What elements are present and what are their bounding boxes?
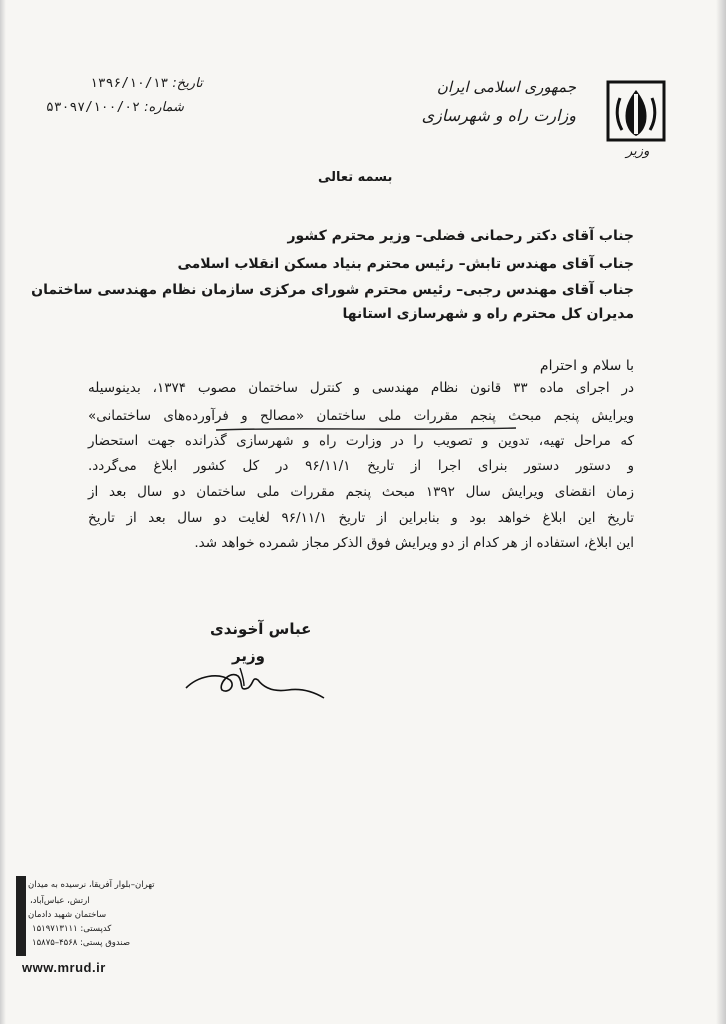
- bismillah-heading: بسمه تعالی: [318, 170, 393, 185]
- addressee-line: جناب آقای مهندس تابش– رئیس محترم بنیاد مسکن انقلاب اسلامی: [177, 256, 634, 272]
- footer-address-line: تهران–بلوار آفریقا، نرسیده به میدان: [28, 880, 155, 890]
- signatory-title: وزیر: [232, 647, 265, 665]
- footer-address-line: ارتش، عباس‌آباد،: [30, 896, 90, 906]
- body-line: که مراحل تهیه، تدوین و تصویب را در وزارت راه و شهرسازی گذرانده جهت استحضار: [88, 433, 634, 449]
- date-label: تاریخ:: [172, 76, 203, 91]
- body-line: تاریخ این ابلاغ خواهد بود و بنابراین از تاریخ ۹۶/۱۱/۱ لغایت دو سال بعد از تاریخ: [88, 510, 634, 526]
- body-line: این ابلاغ، استفاده از هر کدام از دو ویرایش فوق الذکر مجاز شمرده خواهد شد.: [194, 535, 634, 551]
- greeting: با سلام و احترام: [539, 358, 634, 374]
- signatory-name: عباس آخوندی: [210, 620, 312, 638]
- footer-postal-code: کدپستی: ۱۵۱۹۷۱۳۱۱۱: [32, 924, 112, 934]
- minister-tag: وزیر: [626, 144, 650, 159]
- scan-edge-right: [716, 0, 726, 1024]
- handwritten-signature: [178, 658, 328, 708]
- addressee-line: جناب آقای مهندس رجبی– رئیس محترم شورای مرکزی سازمان نظام مهندسی ساختمان: [31, 282, 634, 298]
- number-row: [46, 100, 184, 115]
- handwritten-underline: [216, 426, 516, 432]
- date-value: ۱۳۹۶/۱۰/۱۳: [90, 76, 169, 91]
- iran-emblem-icon: [606, 80, 666, 142]
- addressee-line: جناب آقای دکتر رحمانی فضلی– وزیر محترم کشور: [287, 228, 634, 244]
- addressee-line: مدیران کل محترم راه و شهرسازی استانها: [342, 306, 634, 322]
- number-label: شماره:: [144, 100, 184, 115]
- footer-website-link[interactable]: www.mrud.ir: [22, 960, 106, 975]
- footer-po-box: صندوق پستی: ۴۵۶۸–۱۵۸۷۵: [32, 938, 131, 948]
- body-line: در اجرای ماده ۳۳ قانون نظام مهندسی و کنترل ساختمان مصوب ۱۳۷۴، بدینوسیله: [88, 380, 634, 396]
- ministry-country-line: جمهوری اسلامی ایران: [436, 78, 576, 96]
- number-value: ۵۳۰۹۷/۱۰۰/۰۲: [46, 100, 140, 115]
- footer-address-line: ساختمان شهید دادمان: [28, 910, 107, 920]
- scan-edge-left: [0, 0, 6, 1024]
- date-row: [90, 76, 203, 91]
- body-line: ویرایش پنجم مبحث پنجم مقررات ملی ساختمان «مصالح و فرآورده‌های ساختمانی»: [88, 408, 634, 424]
- ministry-name-line: وزارت راه و شهرسازی: [421, 106, 576, 125]
- body-line: زمان انقضای ویرایش سال ۱۳۹۲ مبحث پنجم مقررات ملی ساختمان دو سال بعد از: [88, 484, 634, 500]
- body-line: و دستور دستور بنرای اجرا از تاریخ ۹۶/۱۱/۱ در کل کشور ابلاغ می‌گردد.: [88, 458, 634, 474]
- footer-bar: [16, 876, 26, 956]
